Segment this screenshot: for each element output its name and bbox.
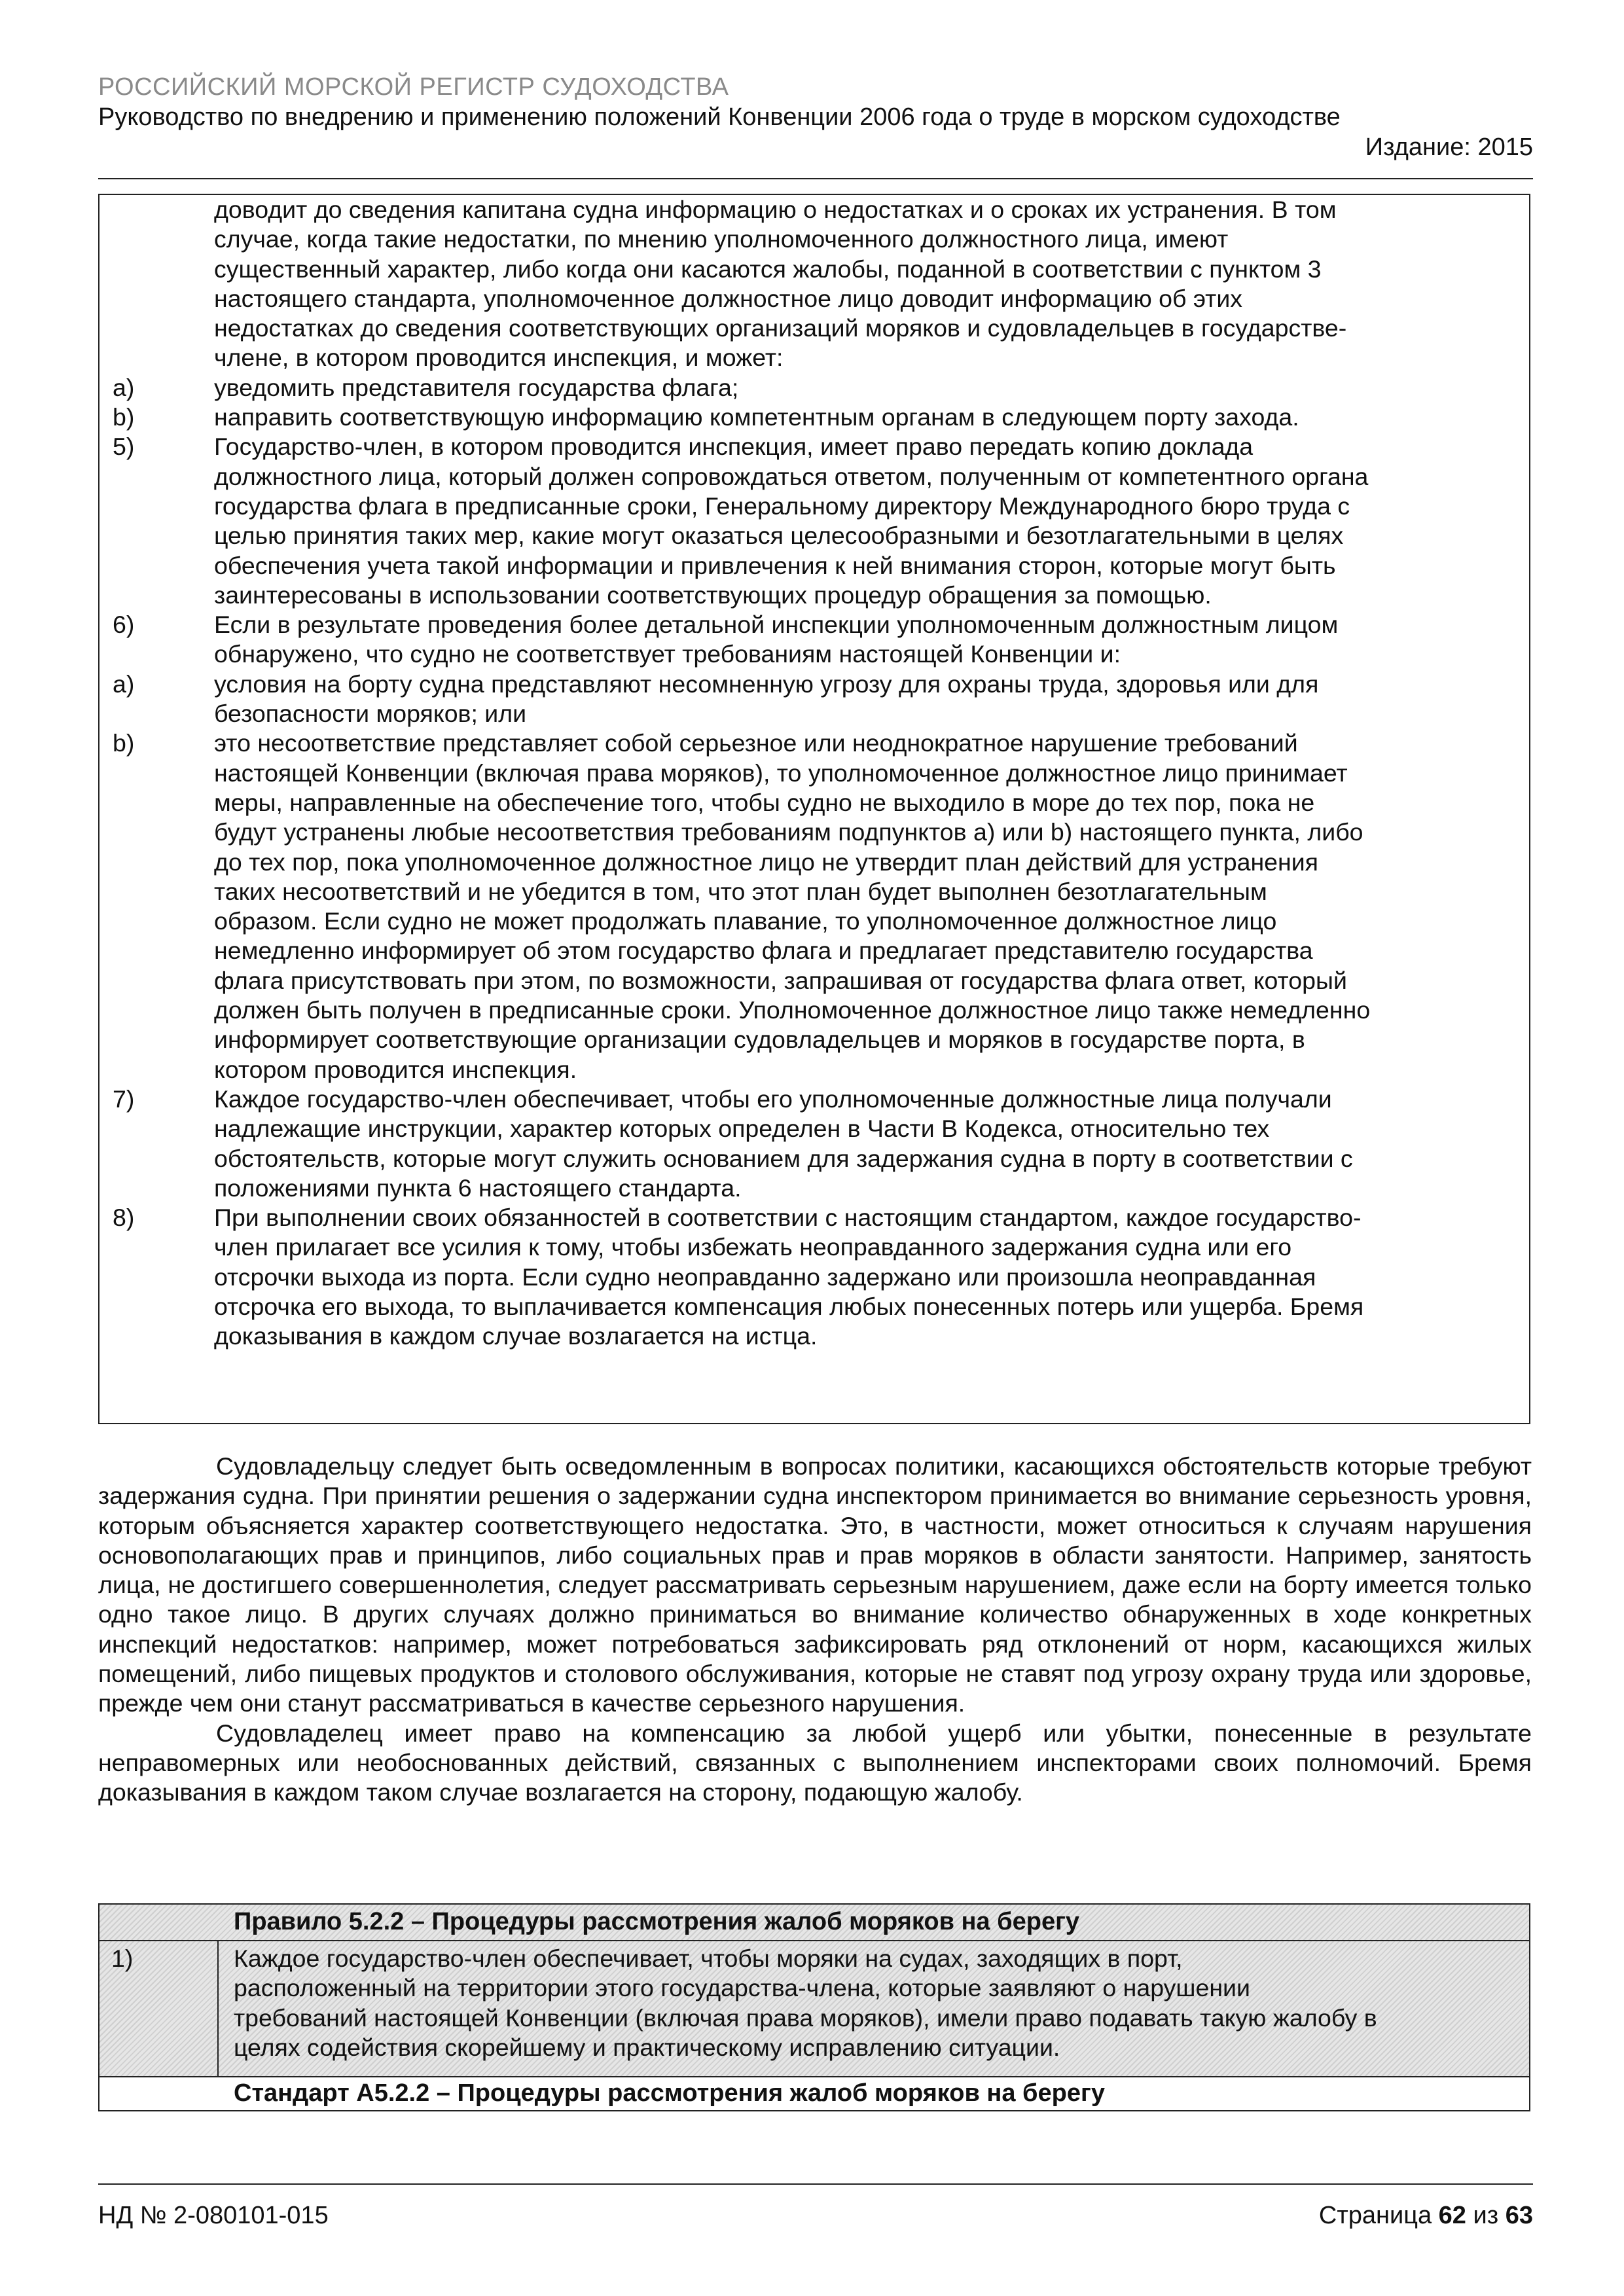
item-text: Каждое государство-член обеспечивает, чтобы моряки на судах, заходящих в порт, расположенный на территории этого государства-члена, которые заявляют о нарушении требований настоящей Конвенции (включая права моряков), имели право подавать такую жалобу в целях содействия скорейшему и практическому исправлению ситуации. (234, 1945, 1377, 2061)
body-paragraph: Судовладельцу следует быть осведомленным в вопросах политики, касающихся обстоятельств которые требуют задержания судна. При принятии решения о задержании судна инспектором принимается во внимание серьезность уровня, которым объясняется характер соответствующего недостатка. Это, в частности, может относиться к случаям нарушения основополагающих прав и принципов, либо социальных прав и прав моряков в области занятости. Например, занятость лица, не достигшего совершеннолетия, следует рассматривать серьезным нарушением, даже если на борту имеется только одно такое лицо. В других случаях должно приниматься во внимание количество обнаруженных в ходе конкретных инспекций недостатков: например, может потребоваться зафиксировать ряд отклонений от норм, касающихся жилых помещений, либо пищевых продуктов и столового обслуживания, которые не ставят под угрозу охрану труда или здоровье, прежде чем они станут рассматриваться в качестве серьезного нарушения. (98, 1452, 1532, 1717)
item-label: 5) (113, 433, 135, 461)
box-row (99, 403, 1529, 432)
item-text: это несоответствие представляет собой серьезное или неоднократное нарушение требований настоящей Конвенции (включая права моряков), то уполномоченное должностное лицо принимает меры, направленные на обеспечение того, чтобы судно не выходило в море до тех пор, пока не будут устранены любые несоответствия требованиям подпунктов a) или b) настоящего пункта, либо до тех пор, пока уполномоченное должностное лицо не утвердит план действий для устранения таких несоответствий и не убедится в том, что этот план будет выполнен безотлагательным образом. Если судно не может продолжать плавание, то уполномоченное должностное лицо немедленно информирует об этом государство флага и предлагает представителю государства флага присутствовать при этом, по возможности, запрашивая от государства флага ответ, который должен быть получен в предписанные сроки. Уполномоченное должностное лицо также немедленно информирует соответствующие организации судовладельцев и моряков в государстве порта, в котором проводится инспекция. (214, 729, 1371, 1083)
standard-title: Стандарт А5.2.2 – Процедуры рассмотрения жалоб моряков на берегу (234, 2079, 1105, 2107)
box-row (99, 610, 1529, 670)
box-row (99, 1085, 1529, 1203)
page-separator: из (1466, 2202, 1506, 2229)
item-label: 7) (113, 1085, 135, 1113)
header-divider (98, 178, 1533, 179)
item-text: Государство-член, в котором проводится инспекция, имеет право передать копию доклада должностного лица, который должен сопровождаться ответом, полученным от компетентного органа государства флага в предписанные сроки, Генеральному директору Международного бюро труда с целью принятия таких мер, какие могут оказаться целесообразными и безотлагательными в целях обеспечения учета такой информации и привлечения к ней внимания сторон, которые могут быть заинтересованы в использовании соответствующих процедур обращения за помощью. (214, 433, 1369, 609)
item-text: уведомить представителя государства флага; (214, 373, 739, 401)
page-prefix: Страница (1318, 2202, 1439, 2229)
page-indicator (1319, 2200, 1533, 2231)
item-label: a) (113, 670, 135, 698)
header-edition: Издание: 2015 (1365, 134, 1533, 161)
box-row (99, 373, 1529, 403)
item-text: доводит до сведения капитана судна информацию о недостатках и о сроках их устранения. В том случае, когда такие недостатки, по мнению уполномоченного должностного лица, имеют существенный характер, либо когда они касаются жалобы, поданной в соответствии с пунктом 3 настоящего стандарта, уполномоченное должностное лицо доводит информацию об этих недостатках до сведения соответствующих организаций моряков и судовладельцев в государстве- члене, в котором проводится инспекция, и может: (214, 196, 1347, 372)
rule-title: Правило 5.2.2 – Процедуры рассмотрения жалоб моряков на берегу (99, 1905, 1529, 1941)
item-label: b) (113, 729, 135, 757)
body-paragraph: Судовладелец имеет право на компенсацию за любой ущерб или убытки, понесенные в результате неправомерных или необоснованных действий, связанных с выполнением инспекторами своих полномочий. Бремя доказывания в каждом таком случае возлагается на сторону, подающую жалобу. (98, 1719, 1532, 1806)
rule-table (98, 1903, 1530, 2111)
box-row (99, 1203, 1529, 1351)
document-number: НД № 2-080101-015 (98, 2202, 329, 2229)
header-organization: РОССИЙСКИЙ МОРСКОЙ РЕГИСТР СУДОХОДСТВА (98, 73, 729, 101)
footer-divider (98, 2183, 1533, 2185)
page-total: 63 (1505, 2202, 1533, 2229)
item-text: Если в результате проведения более детальной инспекции уполномоченным должностным лицом обнаружено, что судно не соответствует требованиям настоящей Конвенции и: (214, 611, 1339, 668)
box-row (99, 195, 1529, 373)
item-label: a) (113, 373, 135, 401)
item-text: Каждое государство-член обеспечивает, чтобы его уполномоченные должностные лица получали надлежащие инструкции, характер которых определен в Части В Кодекса, относительно тех обстоятельств, которые могут служить основанием для задержания судна в порту в соответствии с положениями пункта 6 настоящего стандарта. (214, 1085, 1353, 1202)
item-label: 6) (113, 611, 135, 639)
page-current: 62 (1438, 2202, 1466, 2229)
body-text (98, 1452, 1532, 1808)
item-label: b) (113, 403, 135, 431)
item-text: При выполнении своих обязанностей в соответствии с настоящим стандартом, каждое государство- член прилагает все усилия к тому, чтобы избежать неоправданного задержания судна или его отсрочки выхода из порта. Если судно неоправданно задержано или произошла неоправданная отсрочка его выхода, то выплачивается компенсация любых понесенных потерь или ущерба. Бремя доказывания в каждом случае возлагается на истца. (214, 1204, 1364, 1350)
rule-item (99, 1941, 1529, 2077)
standard-text-box (98, 194, 1530, 1424)
item-text: условия на борту судна представляют несомненную угрозу для охраны труда, здоровья или для безопасности моряков; или (214, 670, 1319, 728)
item-text: направить соответствующую информацию компетентным органам в следующем порту захода. (214, 403, 1299, 431)
column-divider (217, 1941, 219, 2076)
item-label: 1) (111, 1945, 134, 1972)
header-title: Руководство по внедрению и применению положений Конвенции 2006 года о труде в морском судоходстве (98, 103, 1341, 131)
box-row (99, 670, 1529, 729)
box-row (99, 432, 1529, 610)
box-row (99, 728, 1529, 1085)
item-label: 8) (113, 1204, 135, 1232)
page-header (98, 72, 1533, 162)
